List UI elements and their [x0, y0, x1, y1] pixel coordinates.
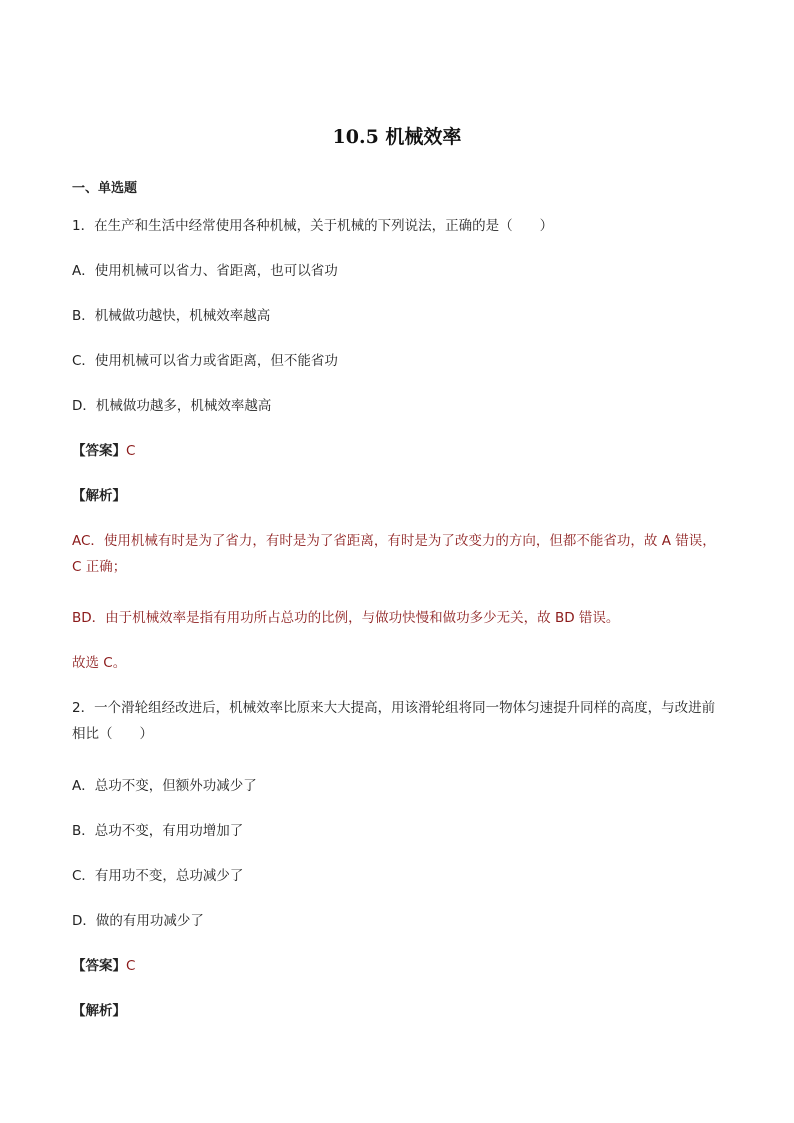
answer-value: C	[126, 443, 136, 459]
question-2-option-a: A．总功不变，但额外功减少了	[72, 778, 257, 794]
question-1-analysis-tag: 【解析】	[72, 488, 126, 504]
answer-tag: 【答案】	[72, 958, 126, 974]
question-1-answer	[72, 442, 135, 460]
answer-value: C	[126, 958, 136, 974]
question-2-option-b: B．总功不变，有用功增加了	[72, 823, 244, 839]
question-2-answer	[72, 957, 135, 975]
section-heading: 一、单选题	[72, 181, 138, 196]
answer-tag: 【答案】	[72, 443, 126, 459]
document-title: 10.5 机械效率	[332, 126, 462, 148]
question-1-option-a: A．使用机械可以省力、省距离，也可以省功	[72, 263, 338, 279]
question-1-option-c: C．使用机械可以省力或省距离，但不能省功	[72, 353, 338, 369]
question-1-option-b: B．机械做功越快，机械效率越高	[72, 308, 271, 324]
question-2-option-d: D．做的有用功减少了	[72, 913, 204, 929]
question-2-analysis-tag: 【解析】	[72, 1003, 126, 1019]
question-1-option-d: D．机械做功越多，机械效率越高	[72, 398, 272, 414]
question-2-option-c: C．有用功不变，总功减少了	[72, 868, 244, 884]
question-1-conclusion: 故选 C。	[72, 655, 127, 671]
question-1-stem: 1．在生产和生活中经常使用各种机械，关于机械的下列说法，正确的是（ ）	[72, 218, 554, 234]
question-1-analysis-ac: AC．使用机械有时是为了省力，有时是为了省距离，有时是为了改变力的方向，但都不能省功，故 A 错误，C 正确；	[72, 533, 716, 575]
question-1-analysis-bd: BD．由于机械效率是指有用功所占总功的比例，与做功快慢和做功多少无关，故 BD 错误。	[72, 610, 620, 626]
question-2-stem: 2．一个滑轮组经改进后，机械效率比原来大大提高，用该滑轮组将同一物体匀速提升同样的高度，与改进前相比（ ）	[72, 700, 716, 742]
